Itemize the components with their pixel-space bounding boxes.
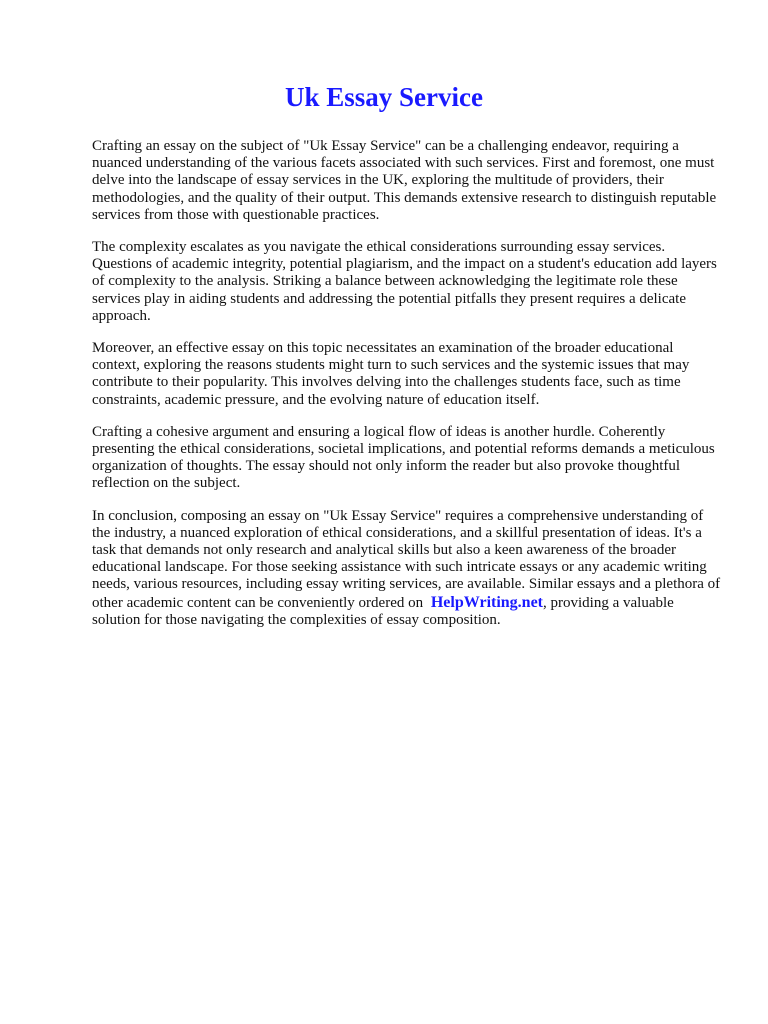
paragraph-conclusion (92, 508, 724, 629)
paragraph-ethics: The complexity escalates as you navigate the ethical considerations surrounding essay services. Questions of academic integrity, potential plagiarism, and the impact on a student's education add layers of complexity to the analysis. Striking a balance between acknowledging the legitimate role these services play in aiding students and addressing the potential pitfalls they present requires a delicate approach. (92, 239, 717, 324)
paragraph-context: Moreover, an effective essay on this topic necessitates an examination of the broader educational context, exploring the reasons students might turn to such services and the systemic issues that may contribute to their popularity. This involves delving into the challenges students face, such as time constraints, academic pressure, and the evolving nature of education itself. (92, 340, 690, 408)
paragraph-intro: Crafting an essay on the subject of "Uk Essay Service" can be a challenging endeavor, requiring a nuanced understanding of the various facets associated with such services. First and foremost, one must delve into the landscape of essay services in the UK, exploring the multitude of providers, their methodologies, and the quality of their output. This demands extensive research to distinguish reputable services from those with questionable practices. (92, 138, 717, 223)
conclusion-text-before-link: In conclusion, composing an essay on "Uk Essay Service" requires a comprehensive understanding of the industry, a nuanced exploration of ethical considerations, and a skillful presentation of ideas. It's a task that demands not only research and analytical skills but also a keen awareness of the broader educational landscape. For those seeking assistance with such intricate essays or any academic writing needs, various resources, including essay writing services, are available. Similar essays and a plethora of other academic content can be conveniently ordered on (92, 507, 721, 611)
document-title: Uk Essay Service (285, 82, 483, 112)
paragraph-argument: Crafting a cohesive argument and ensuring a logical flow of ideas is another hurdle. Coherently presenting the ethical considerations, societal implications, and potential reforms demands a meticulous organization of thoughts. The essay should not only inform the reader but also provoke thoughtful reflection on the subject. (92, 423, 715, 492)
conclusion-text-after-link: , providing a valuable solution for those navigating the complexities of essay composition. (92, 594, 674, 628)
helpwriting-link[interactable]: HelpWriting.net (430, 593, 544, 611)
